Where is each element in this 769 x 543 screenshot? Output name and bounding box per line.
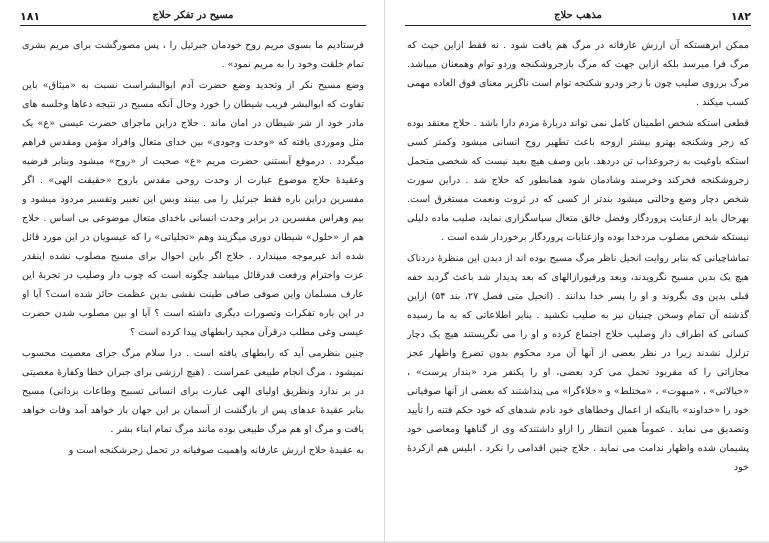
paragraph: قطعی استکه شخص اطمینان کامل نمی تواند دربارهٔ مردم دارا باشد . حلاج معتقد بوده که زجر وشکنجه بهترو بیشتر ازوجه باعث تطهیر روح انسانی میشود وکمتر کسی استکه باوغیت به زجروعذاب تن دردهد. باین وصف هیچ بعید نیست که شخصی متحمل زجروشکنجه فخرکند وخرسند وشادمان شود همانطور که حلاج شد . دراین سورت شخص دچار وضع وحالتی میشود بندتر از کسی که در ثروت ونعمت مستغرق است. بهرحال باید ازعنایت پروردگار وفضل خالق متعال سپاسگزاری نماید، صلیب ماده دلیلی نیستکه شخص مصلوب مردخدا بوده وازعنایات پروردگار برخوردار شده است . bbox=[407, 118, 749, 243]
left-body-text bbox=[22, 36, 364, 533]
paragraph: تماشاچیانی که بنابر روایت انجیل ناظر مرگ مسیح بوده اند از دیدن این منظرهٔ دردناک هیچ یک بدین مسیح نگرویدند، وبعد ورقیورازالهای که بعد پدیدار شد باعث گردید خفه قبلی بدین وی بگروند و او را پسر خدا بدانند . (انجیل متی فصل ۲۷، بند ۵۴) ازاین گذشته آن تمام وسخن چینیان نیز به صلیب نکشید . بنابر اطلاعاتی که به ما رسیده کسانی که اطراف دار وصلیب حلاج اجتماع کرده و او را می نگریستند هیچ یک دچار تزلزل نشدند زیرا در نظر بعضی از آنها آن مرد محکوم بدون تضرع واظهار عجز مجازاتی را که مقربود تحمل می کرد بعضی، او را یکنفر مرد «بندار پرست» ، «خیالاتی» ، «مبهوت» ، «مختلط» و «خلاءگرا» می پنداشتند که بعضی از آنها صوفیانی خود را «خداوند» بااینکه از اعمال وخطاهای خود نادم شدهای که خود حکم فتنه را تأیید وتصدیق می نماید . عموماً همین انتظار را ازاو داشتندکه وی از گناهها ومعاصی خود پشیمان شده واظهار ندامت می نماید . حلاج چنین اقدامی را نکرد . ابلیس هم ازکردهٔ خود bbox=[407, 253, 749, 473]
paragraph: وضع مسیح نکر از وتجدید وضع حضرت آدم ابوالبشراست نسبت به «میثاق» باین تفاوت که ابوالبشر فریب شیطان را خورد وحال آنکه مسیح در نتیجه دعاها وخلسه های مادر خود از شر شیطان در امان ماند . حلاج دراین ماجرای حضرت عیسی «ع» یک مثل وموردی یافته که «وحدت وجودی» بین خدای متعال وافراد مؤمن ومقدس فراهم میگردد . درموقع آبستنی حضرت مریم «ع» صحبت از «روح» میشود وبنابر فرضیه وعقیدهٔ حلاج موضوع عبارت از وحدت روحی مقدس باروح «حقیقت الهی» . اگر مفسرین دراین باره فقط جبرئیل را می بینند وبس این تعبیر وتفسیر مردود میشود و بیم وهراس مفسرین در برابر وحدت انسانی باخدای متعال موضوعی بی اساس . حلاج هم از «حلول» شیطان دوری میگزیند وهم «تجلیاتی» را که عیسویان در این مورد قائل شده اند غیرموجه میپندارد . حلاج اگر باین احوال برای مسیح مصلوب نشده اینقدر عزت واحترام ورفعت قدرقائل میباشد چگونه است که چوب دار وصلیب در تجربهٔ این عارف مسلمان واین صوفی صافی طینت نقشی بدین عظمت حائز شده است؟ آیا او در این باره تفکرات وتصورات دیگری داشته است ؟ آیا او بین مصلوب شدن حضرت عیسی وغی مطلب درقرآن مجید رابطهای پیدا کرده است ؟ bbox=[22, 80, 364, 338]
right-page-header bbox=[405, 10, 751, 26]
left-page-header bbox=[20, 10, 366, 26]
left-page bbox=[0, 0, 384, 543]
left-running-title: مسیح در تفکر حلاج bbox=[152, 10, 234, 21]
right-body-text bbox=[407, 36, 749, 533]
right-page bbox=[385, 0, 769, 543]
paragraph: ممکن ابزهستکه آن ارزش عارفانه در مرگ هم یافت شود . نه فقط ازاین حیث که مرگ فرا میرسد بلکه ازاین جهت که مرگ بازجروشکنجه وردو توام وهمعنان میباشد. مرگ برروی صلیب چون با زجر ودرو شکنجه توام است ناگزیر معنای فوق العاده مهمی کسب میکند . bbox=[407, 40, 749, 108]
paragraph: فرستادیم ما بسوی مریم روح خودمان جبرئیل را ، پس مصورگشت برای مریم بشری تمام خلقت وخود را به مریم نمود» . bbox=[22, 40, 364, 70]
left-header-rule bbox=[20, 25, 366, 26]
paragraph: چنین بنظرمی آید که رابطهای یافته است . درا سلام مرگ جزای معصیت محسوب نمیشود ، مرگ انجام طبیعی عمراست . (هیچ ارزشی برای جبران خطا وکفارهٔ معصیتی در بر ندارد ونظریق اولیای الهی عبارت برای انسانی تسبیح وطاعات بزدانی) مسیح بنابر عقیدهٔ عدهای پس از بازگشت از آسمان بر این جهان باز خواهد آمد وفات خواهد یافت و مرگ او هم مرگ طبیعی بوده مانند مرگ تمام ابناء بشر . bbox=[22, 348, 364, 435]
paragraph: به عقیدهٔ حلاج ارزش عارفانه واهمیت صوفیانه در تحمل زجرشکنجه است و bbox=[68, 445, 364, 456]
left-page-number: ١٨١ bbox=[20, 10, 41, 23]
right-page-number: ١٨٢ bbox=[730, 10, 751, 23]
right-header-rule bbox=[405, 25, 751, 26]
right-running-title: مذهب حلاج bbox=[554, 10, 602, 21]
